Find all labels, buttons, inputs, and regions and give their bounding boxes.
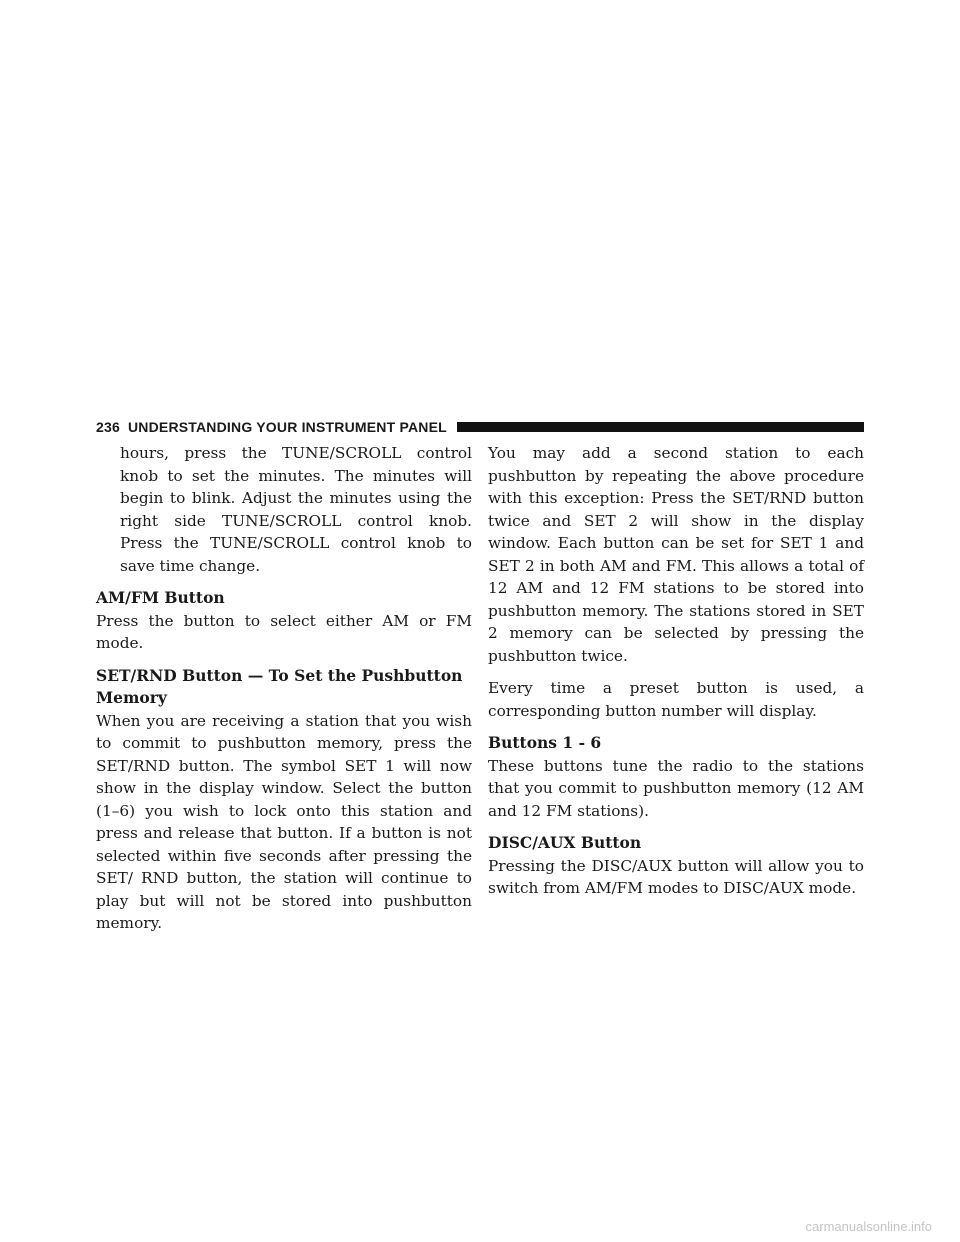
time-set-paragraph: hours, press the TUNE/SCROLL control knob to set the minutes. The minutes will begin to blink. Adjust the minutes using the right side TUNE/SCROLL control knob. Press the TUNE/SCROLL control knob to save time change.: [120, 444, 472, 575]
buttons-text: These buttons tune the radio to the stations that you commit to pushbutton memory (12 AM and 12 FM stations).: [488, 756, 864, 820]
setrnd-heading-line1: SET/RND Button — To Set the Pushbutton: [96, 665, 463, 685]
amfm-button-text: Press the button to select either AM or FM mode.: [96, 611, 472, 652]
disc-aux-heading: DISC/AUX Button: [488, 833, 642, 852]
setrnd-button-text: When you are receiving a station that you wish to commit to pushbutton memory, press the SET/RND button. The symbol SET 1 will now show in the display window. Select the button (1–6) you wish to lock onto this station and press and release that button. If a button is not selected within five seconds after pressing the SET/ RND button, the station will continue to play but will not be stored into pushbutton memory.: [96, 711, 472, 932]
header-rule: [457, 422, 864, 432]
second-station-paragraph: You may add a second station to each pushbutton by repeating the above procedure with this exception: Press the SET/RND button twice and SET 2 will show in the display window. Each button can be set for SET 1 and SET 2 in both AM and FM. This allows a total of 12 AM and 12 FM stations to be stored into pushbutton memory. The stations stored in SET 2 memory can be selected by pressing the pushbutton twice.: [488, 444, 864, 665]
section-title: UNDERSTANDING YOUR INSTRUMENT PANEL: [127, 419, 447, 435]
page-number: 236: [96, 419, 120, 435]
setrnd-button-heading: [96, 665, 472, 710]
disc-aux-text: Pressing the DISC/AUX button will allow you to switch from AM/FM modes to DISC/AUX mode.: [488, 856, 864, 897]
buttons-heading: Buttons 1 - 6: [488, 733, 602, 752]
page-header: [96, 416, 864, 438]
left-column: [96, 442, 472, 945]
watermark: carmanualsonline.info: [805, 1219, 932, 1234]
amfm-button-heading: AM/FM Button: [96, 588, 225, 607]
right-column: [488, 442, 864, 910]
preset-paragraph: Every time a preset button is used, a corresponding button number will display.: [488, 679, 864, 720]
setrnd-heading-line2: Memory: [96, 688, 167, 707]
